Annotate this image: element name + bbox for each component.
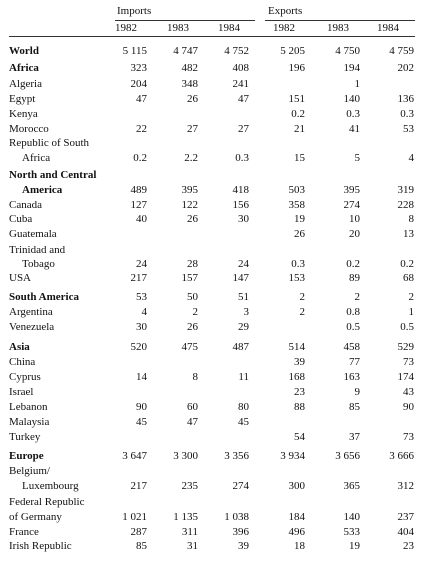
cell-value: 45: [238, 416, 249, 428]
row-label: Malaysia: [9, 416, 50, 428]
cell-value: 60: [187, 401, 198, 413]
year-exports-1983: 1983: [327, 22, 349, 34]
cell-value: 496: [288, 526, 305, 538]
cell-value: 2: [354, 291, 360, 303]
cell-value: 77: [349, 356, 360, 368]
cell-value: 26: [294, 228, 305, 240]
cell-value: 204: [130, 78, 147, 90]
imports-header: Imports: [117, 5, 152, 17]
table-row: [0, 168, 422, 182]
year-exports-1982: 1982: [273, 22, 295, 34]
cell-value: 45: [136, 416, 147, 428]
cell-value: 29: [238, 321, 249, 333]
cell-value: 396: [232, 526, 249, 538]
cell-value: 475: [181, 341, 198, 353]
cell-value: 348: [181, 78, 198, 90]
cell-value: 4 747: [173, 45, 198, 57]
cell-value: 47: [136, 93, 147, 105]
table-row: [0, 151, 422, 165]
cell-value: 2: [299, 291, 305, 303]
cell-value: 24: [136, 258, 147, 270]
table-row: [0, 198, 422, 212]
cell-value: 196: [288, 62, 305, 74]
header-rule: [9, 36, 415, 37]
cell-value: 0.2: [291, 108, 305, 120]
cell-value: 2: [192, 306, 198, 318]
row-label: North and Central: [9, 169, 97, 181]
cell-value: 365: [343, 480, 360, 492]
row-label: Asia: [9, 341, 30, 353]
cell-value: 3 656: [335, 450, 360, 462]
cell-value: 274: [232, 480, 249, 492]
cell-value: 0.3: [346, 108, 360, 120]
cell-value: 127: [130, 199, 147, 211]
cell-value: 54: [294, 431, 305, 443]
cell-value: 533: [343, 526, 360, 538]
cell-value: 0.3: [400, 108, 414, 120]
cell-value: 3 934: [280, 450, 305, 462]
cell-value: 43: [403, 386, 414, 398]
table-row: [0, 355, 422, 369]
cell-value: 26: [187, 321, 198, 333]
cell-value: 1 038: [224, 511, 249, 523]
row-label: Africa: [9, 62, 39, 74]
year-imports-1984: 1984: [218, 22, 240, 34]
cell-value: 14: [136, 371, 147, 383]
row-label: Africa: [22, 152, 51, 164]
cell-value: 85: [349, 401, 360, 413]
table-row: [0, 320, 422, 334]
cell-value: 235: [181, 480, 198, 492]
cell-value: 4: [408, 152, 414, 164]
table-row: [0, 243, 422, 257]
table-row: [0, 464, 422, 478]
cell-value: 3 666: [389, 450, 414, 462]
cell-value: 3: [243, 306, 249, 318]
cell-value: 50: [187, 291, 198, 303]
cell-value: 5 115: [122, 45, 147, 57]
cell-value: 90: [136, 401, 147, 413]
cell-value: 0.2: [346, 258, 360, 270]
cell-value: 529: [397, 341, 414, 353]
cell-value: 85: [136, 540, 147, 552]
cell-value: 156: [232, 199, 249, 211]
cell-value: 41: [349, 123, 360, 135]
cell-value: 168: [288, 371, 305, 383]
row-label: America: [22, 184, 63, 196]
cell-value: 30: [136, 321, 147, 333]
cell-value: 19: [294, 213, 305, 225]
cell-value: 287: [130, 526, 147, 538]
table-row: [0, 212, 422, 226]
cell-value: 68: [403, 272, 414, 284]
cell-value: 487: [232, 341, 249, 353]
table-row: [0, 495, 422, 509]
cell-value: 311: [181, 526, 198, 538]
cell-value: 8: [192, 371, 198, 383]
table-row: [0, 136, 422, 150]
cell-value: 163: [343, 371, 360, 383]
table-row: [0, 183, 422, 197]
cell-value: 1: [354, 78, 360, 90]
cell-value: 53: [136, 291, 147, 303]
table-row: [0, 305, 422, 319]
cell-value: 90: [403, 401, 414, 413]
cell-value: 47: [238, 93, 249, 105]
cell-value: 0.2: [133, 152, 147, 164]
cell-value: 10: [349, 213, 360, 225]
cell-value: 503: [288, 184, 305, 196]
table-row: [0, 290, 422, 304]
row-label: China: [9, 356, 36, 368]
cell-value: 4 759: [389, 45, 414, 57]
cell-value: 194: [343, 62, 360, 74]
cell-value: 24: [238, 258, 249, 270]
cell-value: 23: [403, 540, 414, 552]
row-label: France: [9, 526, 39, 538]
cell-value: 30: [238, 213, 249, 225]
table-row: [0, 77, 422, 91]
cell-value: 26: [187, 213, 198, 225]
table-row: [0, 415, 422, 429]
row-label: of Germany: [9, 511, 62, 523]
cell-value: 217: [130, 480, 147, 492]
cell-value: 319: [397, 184, 414, 196]
table-row: [0, 449, 422, 463]
row-label: Algeria: [9, 78, 42, 90]
cell-value: 11: [238, 371, 249, 383]
cell-value: 15: [294, 152, 305, 164]
table-row: [0, 340, 422, 354]
cell-value: 395: [343, 184, 360, 196]
cell-value: 2: [299, 306, 305, 318]
cell-value: 18: [294, 540, 305, 552]
row-label: Turkey: [9, 431, 41, 443]
row-label: Luxembourg: [22, 480, 79, 492]
row-label: Lebanon: [9, 401, 48, 413]
cell-value: 37: [349, 431, 360, 443]
cell-value: 482: [181, 62, 198, 74]
cell-value: 2.2: [184, 152, 198, 164]
cell-value: 27: [238, 123, 249, 135]
row-label: Israel: [9, 386, 34, 398]
cell-value: 3 356: [224, 450, 249, 462]
row-label: Egypt: [9, 93, 36, 105]
cell-value: 27: [187, 123, 198, 135]
year-exports-1984: 1984: [377, 22, 399, 34]
cell-value: 22: [136, 123, 147, 135]
cell-value: 26: [187, 93, 198, 105]
cell-value: 47: [187, 416, 198, 428]
cell-value: 4 750: [335, 45, 360, 57]
cell-value: 122: [181, 199, 198, 211]
table-row: [0, 122, 422, 136]
cell-value: 80: [238, 401, 249, 413]
row-label: Belgium/: [9, 465, 50, 477]
cell-value: 39: [294, 356, 305, 368]
cell-value: 23: [294, 386, 305, 398]
cell-value: 88: [294, 401, 305, 413]
cell-value: 53: [403, 123, 414, 135]
cell-value: 31: [187, 540, 198, 552]
table-row: [0, 525, 422, 539]
year-imports-1982: 1982: [115, 22, 137, 34]
cell-value: 19: [349, 540, 360, 552]
row-label: Federal Republic: [9, 496, 85, 508]
cell-value: 2: [408, 291, 414, 303]
cell-value: 3 300: [173, 450, 198, 462]
cell-value: 358: [288, 199, 305, 211]
row-label: Trinidad and: [9, 244, 66, 256]
cell-value: 217: [130, 272, 147, 284]
table-row: [0, 400, 422, 414]
cell-value: 1 021: [122, 511, 147, 523]
table-row: [0, 539, 422, 553]
cell-value: 0.8: [346, 306, 360, 318]
cell-value: 3 647: [122, 450, 147, 462]
row-label: Argentina: [9, 306, 53, 318]
row-label: World: [9, 45, 39, 57]
cell-value: 13: [403, 228, 414, 240]
row-label: Europe: [9, 450, 44, 462]
row-label: Cuba: [9, 213, 33, 225]
cell-value: 40: [136, 213, 147, 225]
row-label: Canada: [9, 199, 42, 211]
table-row: [0, 370, 422, 384]
cell-value: 89: [349, 272, 360, 284]
cell-value: 157: [181, 272, 198, 284]
cell-value: 520: [130, 341, 147, 353]
table-row: [0, 385, 422, 399]
cell-value: 418: [232, 184, 249, 196]
cell-value: 21: [294, 123, 305, 135]
cell-value: 274: [343, 199, 360, 211]
cell-value: 514: [288, 341, 305, 353]
row-label: Kenya: [9, 108, 38, 120]
cell-value: 202: [397, 62, 414, 74]
cell-value: 73: [403, 431, 414, 443]
cell-value: 228: [397, 199, 414, 211]
imports-rule: [115, 20, 255, 21]
cell-value: 395: [181, 184, 198, 196]
cell-value: 136: [397, 93, 414, 105]
cell-value: 9: [354, 386, 360, 398]
table-row: [0, 107, 422, 121]
cell-value: 0.3: [291, 258, 305, 270]
cell-value: 241: [232, 78, 249, 90]
cell-value: 489: [130, 184, 147, 196]
table-row: [0, 430, 422, 444]
cell-value: 140: [343, 511, 360, 523]
exports-rule: [265, 20, 415, 21]
table-row: [0, 479, 422, 493]
cell-value: 73: [403, 356, 414, 368]
row-label: Republic of South: [9, 137, 90, 149]
table-row: [0, 271, 422, 285]
cell-value: 8: [408, 213, 414, 225]
cell-value: 404: [397, 526, 414, 538]
table-row: [0, 92, 422, 106]
cell-value: 153: [288, 272, 305, 284]
cell-value: 39: [238, 540, 249, 552]
cell-value: 20: [349, 228, 360, 240]
cell-value: 0.5: [400, 321, 414, 333]
cell-value: 1: [408, 306, 414, 318]
row-label: Guatemala: [9, 228, 57, 240]
row-label: USA: [9, 272, 32, 284]
cell-value: 51: [238, 291, 249, 303]
cell-value: 174: [397, 371, 414, 383]
cell-value: 458: [343, 341, 360, 353]
row-label: Tobago: [22, 258, 55, 270]
cell-value: 312: [397, 480, 414, 492]
cell-value: 5 205: [280, 45, 305, 57]
table-row: [0, 257, 422, 271]
table-row: [0, 227, 422, 241]
table-row: [0, 44, 422, 58]
cell-value: 0.5: [346, 321, 360, 333]
table-row: [0, 61, 422, 75]
row-label: Cyprus: [9, 371, 41, 383]
cell-value: 4: [141, 306, 147, 318]
cell-value: 0.2: [400, 258, 414, 270]
cell-value: 147: [232, 272, 249, 284]
cell-value: 323: [130, 62, 147, 74]
row-label: South America: [9, 291, 79, 303]
row-label: Irish Republic: [9, 540, 72, 552]
cell-value: 0.3: [235, 152, 249, 164]
year-imports-1983: 1983: [167, 22, 189, 34]
row-label: Venezuela: [9, 321, 55, 333]
cell-value: 408: [232, 62, 249, 74]
cell-value: 151: [288, 93, 305, 105]
row-label: Morocco: [9, 123, 49, 135]
cell-value: 1 135: [173, 511, 198, 523]
cell-value: 5: [354, 152, 360, 164]
cell-value: 237: [397, 511, 414, 523]
cell-value: 4 752: [224, 45, 249, 57]
cell-value: 140: [343, 93, 360, 105]
exports-header: Exports: [268, 5, 303, 17]
cell-value: 28: [187, 258, 198, 270]
cell-value: 300: [288, 480, 305, 492]
cell-value: 184: [288, 511, 305, 523]
table-row: [0, 510, 422, 524]
